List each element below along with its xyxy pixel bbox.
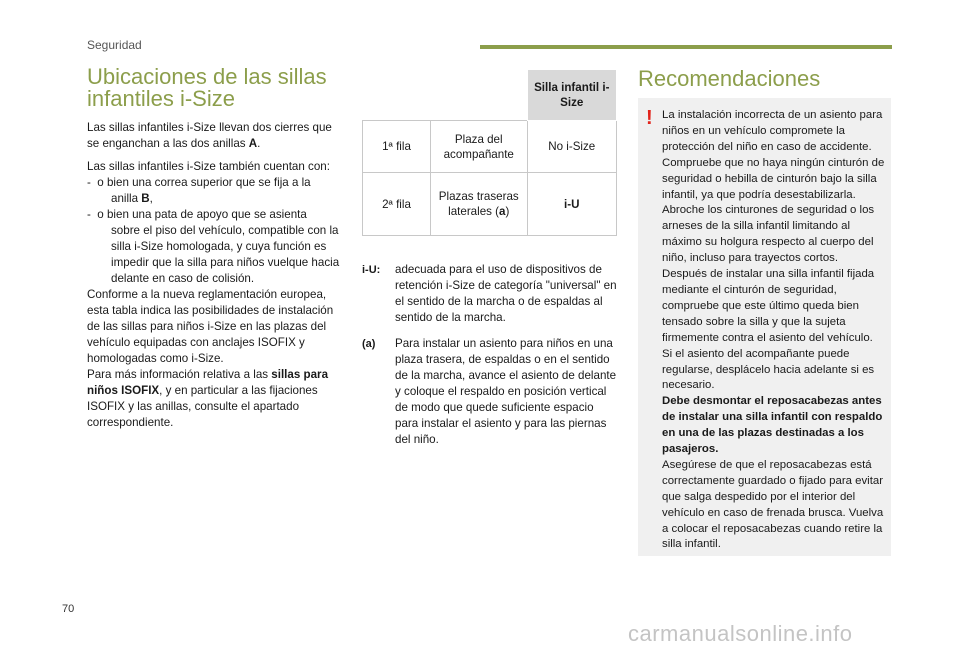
watermark: carmanualsonline.info <box>628 621 853 646</box>
table-header-row <box>363 70 617 121</box>
bullet-continuation: sobre el piso del vehículo, compatible con la silla i-Size homologada, y cuya función es impedir que la silla para niños vuelque hacia delante en caso de colisión. <box>111 224 340 285</box>
seat-cell <box>431 173 528 236</box>
bold-reference: sillas para niños ISOFIX <box>87 368 329 397</box>
section-title <box>87 66 345 110</box>
warning-text <box>662 108 887 553</box>
text: anilla <box>111 192 142 205</box>
bullet-top-tether <box>87 175 345 207</box>
text: Plazas traseras laterales ( <box>438 190 519 218</box>
i-size-locations-section <box>87 66 345 431</box>
empty-cell <box>363 70 431 121</box>
text: - o bien una pata de apoyo que se asienta <box>87 208 307 221</box>
text: . <box>257 137 261 150</box>
note-key: i-U: <box>362 264 381 276</box>
paragraph-anchors <box>87 120 345 152</box>
paragraph-regulation: Conforme a la nueva reglamentación europea, esta tabla indica las posibilidades de instalación de las sillas para niños i-Size en las plazas del vehículo equipadas con anclajes ISOFIX y homologadas como i-Size. <box>87 288 334 365</box>
recommendations-title: Recomendaciones <box>638 66 821 91</box>
value-cell: No i-Size <box>527 121 617 173</box>
text: - o bien una correa superior que se fija a la <box>87 176 311 189</box>
text: Las sillas infantiles i-Size llevan dos cierres que se enganchan a las dos anillas <box>87 121 332 150</box>
header-rule <box>480 45 892 49</box>
warning-paragraph: Después de instalar una silla infantil fijada mediante el cinturón de seguridad, compruebe que este último queda bien tensado sobre la silla y que la sujeta firmemente contra el asiento del vehículo. <box>662 268 875 344</box>
warning-exclamation-icon: ! <box>646 107 653 129</box>
table-notes <box>362 262 617 458</box>
note-item <box>362 262 617 326</box>
warning-paragraph: Compruebe que no haya ningún cinturón de seguridad o hebilla de cinturón bajo la silla infantil, ya que podría desestabilizarla. <box>662 156 885 201</box>
text: Para más información relativa a las <box>87 368 272 381</box>
bullet-support-leg <box>87 207 345 287</box>
warning-paragraph: La instalación incorrecta de un asiento para niños en un vehículo compromete la protección del niño en caso de accidente. <box>662 109 883 153</box>
note-text: Para instalar un asiento para niños en una plaza trasera, de espaldas o en el sentido de la marcha, avance el asiento de delante y coloque el respaldo en posición vertical de modo que quede suficiente espacio para instalar el asiento y para las piernas del niño. <box>395 337 617 446</box>
label-b: B <box>141 192 150 205</box>
title-line-2: infantiles i-Size <box>87 86 235 111</box>
page-number: 70 <box>62 603 75 615</box>
text: , y en particular a las fijaciones ISOFIX y las anillas, consulte el apartado correspondiente. <box>87 384 318 429</box>
paragraph-more-info <box>87 367 345 431</box>
warning-paragraph-bold: Debe desmontar el reposacabezas antes de instalar una silla infantil con respaldo en una de las plazas destinadas a los pasajeros. <box>662 395 883 456</box>
row-label: 2ª fila <box>363 173 431 236</box>
table-row <box>363 121 617 173</box>
bullet-continuation <box>99 191 345 207</box>
text: , <box>149 192 153 205</box>
note-text: adecuada para el uso de dispositivos de retención i-Size de categoría "universal" en el sentido de la marcha o de espaldas al sentido de la marcha. <box>395 263 617 324</box>
row-label: 1ª fila <box>363 121 431 173</box>
paragraph-features: Las sillas infantiles i-Size también cuentan con: <box>87 160 330 173</box>
table-row <box>363 173 617 236</box>
title-line-1: Ubicaciones de las sillas <box>87 64 327 89</box>
footnote-ref: a <box>499 205 506 218</box>
column-header: Silla infantil i-Size <box>527 70 617 121</box>
text: ) <box>505 205 510 218</box>
section-label: Seguridad <box>87 38 142 52</box>
empty-cell <box>431 70 528 121</box>
note-key: (a) <box>362 338 376 350</box>
warning-box <box>638 98 891 556</box>
warning-paragraph: Asegúrese de que el reposacabezas está correctamente guardado o fijado para evitar que salga despedido por el interior del vehículo en caso de frenada brusca. Vuelva a colocar el reposacabezas cuando retire la silla infantil. <box>662 458 884 551</box>
value-cell: i-U <box>527 173 617 236</box>
warning-paragraph: Si el asiento del acompañante puede regularse, desplácelo hacia adelante si es necesario. <box>662 347 875 392</box>
note-item <box>362 336 617 448</box>
label-a: A <box>248 137 258 150</box>
warning-paragraph: Abroche los cinturones de seguridad o los arneses de la silla infantil limitando al máximo su holgura respecto al cuerpo del niño, incluso para trayectos cortos. <box>662 204 875 265</box>
seat-cell: Plaza del acompañante <box>431 121 528 173</box>
i-size-compatibility-table <box>362 69 617 236</box>
